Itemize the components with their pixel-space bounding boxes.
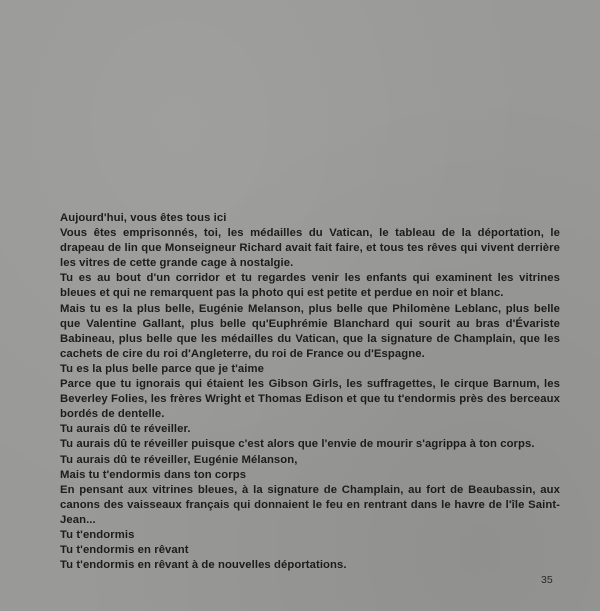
poem-text bbox=[60, 211, 560, 573]
poem-line: Tu t'endormis en rêvant bbox=[60, 544, 189, 557]
poem-line: Tu es la plus belle parce que je t'aime bbox=[60, 362, 264, 375]
poem-line: Mais tu es la plus belle, Eugénie Melanson, plus belle que Philomène Leblanc, plus belle que Valentine Gallant, plus belle qu'Euphrémie Blanchard qui sourit au bras d'Évariste Babineau, plus belle que les médailles du Vatican, que la signature de Champlain, que les cachets de cire du roi d'Angleterre, du roi de France ou d'Espagne. bbox=[60, 302, 560, 360]
poem-line: Mais tu t'endormis dans ton corps bbox=[60, 468, 247, 481]
poem-line: Aujourd'hui, vous êtes tous ici bbox=[60, 212, 227, 224]
poem-line: Vous êtes emprisonnés, toi, les médailles du Vatican, le tableau de la déportation, le drapeau de lin que Monseigneur Richard avait fait faire, et tous tes rêves qui vivent derrière les vitres de cette grande cage à nostalgie. bbox=[60, 227, 560, 270]
poem-line: Tu aurais dû te réveiller puisque c'est alors que l'envie de mourir s'agrippa à ton corps. bbox=[60, 438, 535, 451]
poem-line: Tu es au bout d'un corridor et tu regardes venir les enfants qui examinent les vitrines bleues et qui ne remarquent pas la photo qui est petite et perdue en noir et blanc. bbox=[60, 272, 560, 300]
poem-line: Parce que tu ignorais qui étaient les Gibson Girls, les suffragettes, le cirque Barnum, les Beverley Folies, les frères Wright et Thomas Edison et que tu t'endormis près des berceaux bordés de dentelle. bbox=[60, 378, 560, 421]
poem-line: Tu aurais dû te réveiller. bbox=[60, 423, 191, 436]
poem-line: En pensant aux vitrines bleues, à la signature de Champlain, au fort de Beaubassin, aux canons des vaisseaux français qui donnaient le feu en rentrant dans le havre de l'île Saint-Jean... bbox=[60, 483, 560, 526]
page-number: 35 bbox=[541, 574, 553, 586]
poem-line: Tu t'endormis en rêvant à de nouvelles déportations. bbox=[60, 559, 347, 572]
poem-line: Tu t'endormis bbox=[60, 528, 135, 541]
poem-line: Tu aurais dû te réveiller, Eugénie Mélanson, bbox=[60, 453, 298, 466]
